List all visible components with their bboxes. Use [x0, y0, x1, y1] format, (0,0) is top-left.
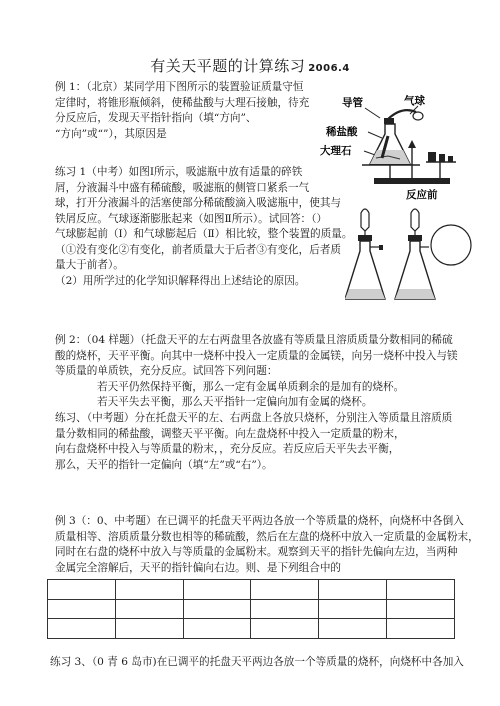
- text-line: “方向”或“”），其原因是: [55, 127, 167, 140]
- text-line: 气球膨起前（Ⅰ）和气球膨起后（Ⅱ）相比较，整个装置的质量。: [55, 228, 353, 240]
- table-row: [48, 619, 455, 639]
- answer-table: [47, 579, 455, 639]
- text-line: 定律时，将锥形瓶倾斜，使稀盐酸与大理石接触，待充: [55, 96, 310, 109]
- text-line: 金属完全溶解后，天平的指针偏向右边。则、是下列组合中的: [55, 561, 342, 574]
- text-line: 分反应后，发现天平指针指向（填“方向”、: [55, 112, 257, 124]
- text-line: 例 2：（04 样题）（托盘天平的左右两盘里各放盛有等质量且溶质质量分数相同的稀硫: [55, 334, 453, 346]
- text-line: 质量相等、溶质质量分数也相等的稀硫酸，然后在左盘的烧杯中放入一定质量的金属粉末，: [55, 530, 479, 543]
- example-1: [55, 80, 309, 142]
- text-line: （①没有变化②有变化，前者质量大于后者③有变化，后者质: [55, 243, 342, 256]
- funnel-icon: [361, 209, 369, 231]
- text-line: 练习、（中考题）分在托盘天平的左、右两盘上各放只烧杯，分别注入等质量且溶质质: [55, 412, 453, 424]
- label-marble: 大理石: [320, 145, 352, 157]
- example-3: [55, 514, 479, 576]
- practice-1: [55, 165, 352, 289]
- text-line: 量分数相同的稀盐酸，调整天平平衡。向左盘烧杯中投入一定质量的粉末，: [55, 427, 405, 440]
- practice-3: [50, 655, 464, 671]
- balloon-icon: [431, 225, 471, 265]
- flask-apparatus-figure: [345, 205, 475, 305]
- page-title: [0, 55, 500, 76]
- text-line: 例 1：（北京）某同学用下图所示的装置验证质量守恒: [55, 81, 304, 93]
- text-line: 那么，天平的指针一定偏向（填“左”或“右”）。: [55, 458, 273, 471]
- label-acid: 稀盐酸: [326, 126, 358, 138]
- text-line: 酸的烧杯，天平平衡。向其中一烧杯中投入一定质量的金属镁，向另一烧杯中投入与镁: [55, 349, 458, 362]
- example-2: [55, 333, 458, 411]
- text-line: 例 3（：0、中考题）在已调平的托盘天平两边各放一个等质量的烧杯，向烧杯中各倒入: [55, 515, 464, 527]
- text-line: 量大于前者）。: [55, 259, 124, 271]
- title-main: 有关天平题的计算练习: [150, 57, 306, 75]
- practice-mid: [55, 411, 452, 473]
- text-line: 同时在右盘的烧杯中放入与等质量的金属粉末。观察到天平的指针先偏向左边，当两种: [55, 546, 458, 558]
- label-tube: 导管: [342, 97, 363, 109]
- text-line: 练习 3、（0 青 6 岛市)在已调平的托盘天平两边各放一个等质量的烧杯，向烧杯中各加入: [50, 656, 464, 668]
- figure-caption: 反应前: [406, 189, 438, 200]
- text-line: 屑，分液漏斗中盛有稀硫酸，吸滤瓶的侧管口紧系一气: [55, 181, 310, 194]
- table-row: [48, 599, 455, 619]
- text-line: 若天平仍然保持平衡，那么一定有金属单质剩余的是加有的烧杯。: [97, 380, 405, 393]
- label-balloon: 气球: [404, 95, 425, 107]
- text-line: 球，打开分液漏斗的活塞使部分稀硫酸滴入吸滤瓶中，使其与: [55, 197, 342, 209]
- title-year: 2006.4: [308, 63, 350, 74]
- text-line: 若天平失去平衡，那么天平指针一定偏向加有金属的烧杯。: [97, 396, 373, 408]
- text-line: （2）用所学过的化学知识解释得出上述结论的原因。: [55, 274, 306, 287]
- text-line: 铁屑反应。气球逐渐膨胀起来（如图Ⅱ所示）。试回答：（）: [55, 212, 328, 225]
- text-line: 等质量的单质铁，充分反应。试回答下列问题：: [55, 365, 278, 377]
- text-line: 练习 1（中考）如图Ⅰ所示，吸滤瓶中放有适量的碎铁: [55, 166, 303, 178]
- table-row: [48, 580, 455, 600]
- text-line: 向右盘烧杯中投入与等质量的粉末，，充分反应。若反应后天平失去平衡，: [55, 443, 400, 455]
